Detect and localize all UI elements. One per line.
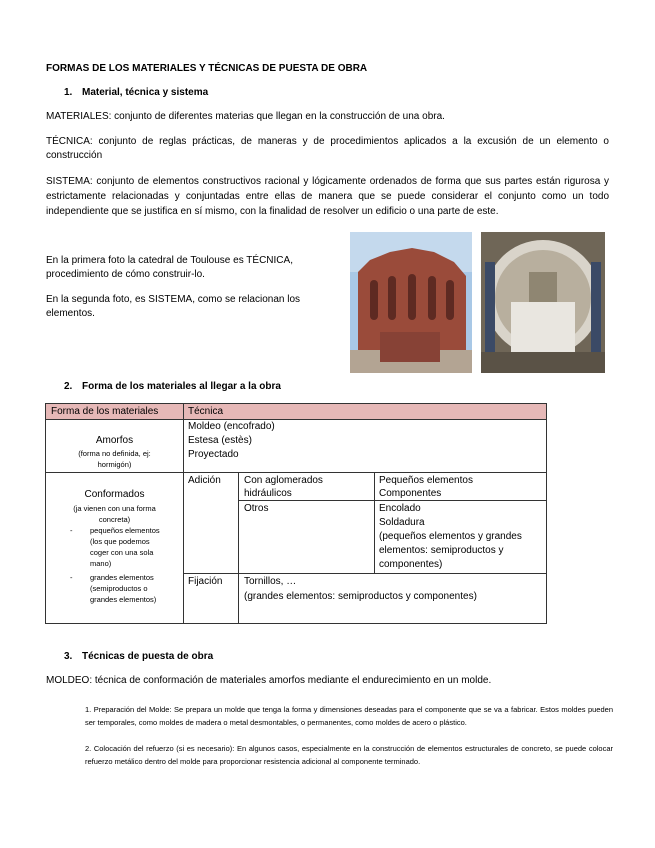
adicion-label: Adición bbox=[188, 475, 221, 486]
otros-res-line2: Soldadura bbox=[379, 517, 425, 528]
section-2-heading bbox=[64, 380, 281, 394]
fijacion-res-line2: (grandes elementos: semiproductos y componentes) bbox=[244, 591, 477, 602]
otros-res-line3: (pequeños elementos y grandes bbox=[379, 531, 522, 542]
bullet1-line1: pequeños elementos bbox=[90, 526, 160, 535]
conformados-label: Conformados bbox=[84, 489, 145, 500]
bullet1-line2: (los que podemos bbox=[90, 537, 150, 546]
section-1-number: 1. bbox=[64, 87, 73, 98]
section-3-title: Técnicas de puesta de obra bbox=[82, 651, 214, 662]
aglomerados-line1: Con aglomerados bbox=[244, 475, 323, 486]
row-divider bbox=[46, 472, 546, 473]
section-3-number: 3. bbox=[64, 651, 73, 662]
photo2-caption-line1: En la segunda foto, es SISTEMA, como se relacionan los bbox=[46, 294, 301, 305]
amorfos-tecnica-3: Proyectado bbox=[188, 449, 239, 460]
moldeo-definition: MOLDEO: técnica de conformación de materiales amorfos mediante el endurecimiento en un molde. bbox=[46, 675, 492, 686]
bullet2-line3: grandes elementos) bbox=[90, 595, 157, 604]
column-divider bbox=[374, 472, 375, 573]
materiales-definition: MATERIALES: conjunto de diferentes materias que llegan en la construcción de una obra. bbox=[46, 111, 445, 122]
photo2-caption-line2: elementos. bbox=[46, 308, 95, 319]
tecnica-definition: TÉCNICA: conjunto de reglas prácticas, de maneras y de procedimientos aplicados a la excusión de un elemento o construcción bbox=[46, 136, 609, 161]
step-2: 2. Colocación del refuerzo (si es necesario): En algunos casos, especialmente en la construcción de elementos estructurales de concreto, se puede colocar refuerzo metálico dentro del molde para proporcionar resistencia adicional al componente terminado. bbox=[85, 744, 613, 766]
fijacion-res-line1: Tornillos, … bbox=[244, 576, 297, 587]
amorfos-label: Amorfos bbox=[95, 435, 134, 446]
aglomerados-res-line1: Pequeños elementos bbox=[379, 475, 473, 486]
amorfos-note-2: hormigón) bbox=[97, 460, 132, 469]
bullet-dash: - bbox=[70, 526, 73, 535]
bullet1-line4: mano) bbox=[90, 559, 112, 568]
row-divider bbox=[183, 573, 546, 574]
bullet-dash: - bbox=[70, 573, 73, 582]
bullet2-line2: (semiproductos o bbox=[90, 584, 148, 593]
document-title: FORMAS DE LOS MATERIALES Y TÉCNICAS DE PUESTA DE OBRA bbox=[46, 63, 368, 74]
section-2-title: Forma de los materiales al llegar a la obra bbox=[82, 381, 281, 392]
sistema-definition: SISTEMA: conjunto de elementos constructivos racional y lógicamente ordenados de forma que sus partes están rigurosa y estrictamente relacionadas y conjuntadas entre ellas de manera que se puede considerar el conjunto como un todo independiente que se justifica en sí mismo, con la finalidad de resolver un edificio o una parte de este. bbox=[46, 176, 609, 217]
section-3-heading bbox=[64, 650, 213, 664]
otros-res-line5: componentes) bbox=[379, 559, 443, 570]
column-divider bbox=[238, 472, 239, 623]
amorfos-tecnica-2: Estesa (estès) bbox=[188, 435, 252, 446]
section-1-title: Material, técnica y sistema bbox=[82, 87, 209, 98]
amorfos-tecnica-1: Moldeo (encofrado) bbox=[188, 421, 275, 432]
conformados-note-1: (ja vienen con una forma bbox=[73, 504, 156, 513]
bullet2-line1: grandes elementos bbox=[90, 573, 154, 582]
section-1-heading bbox=[64, 86, 208, 100]
cathedral-photo bbox=[350, 232, 472, 373]
conformados-note-2: concreta) bbox=[98, 515, 131, 524]
otros-res-line4: elementos: semiproductos y bbox=[379, 545, 504, 556]
photo1-caption-line1: En la primera foto la catedral de Toulouse es TÉCNICA, bbox=[46, 255, 293, 266]
header-forma: Forma de los materiales bbox=[51, 406, 159, 417]
otros-res-line1: Encolado bbox=[379, 503, 421, 514]
aglomerados-res-line2: Componentes bbox=[379, 488, 442, 499]
bullet1-line3: coger con una sola bbox=[90, 548, 154, 557]
step-1: 1. Preparación del Molde: Se prepara un molde que tenga la forma y dimensiones deseadas para el componente que se va a fabricar. Estos moldes pueden ser temporales, como moldes de madera o metal desmontables, o permanentes, como moldes de acero o plástico. bbox=[85, 705, 613, 727]
materials-table bbox=[45, 403, 547, 624]
fijacion-label: Fijación bbox=[188, 576, 223, 587]
aglomerados-line2: hidráulicos bbox=[244, 488, 292, 499]
photo1-caption-line2: procedimiento de cómo construir-lo. bbox=[46, 269, 205, 280]
section-2-number: 2. bbox=[64, 381, 73, 392]
otros-label: Otros bbox=[244, 503, 269, 514]
header-tecnica: Técnica bbox=[188, 406, 224, 417]
aircraft-fuselage-photo bbox=[481, 232, 605, 373]
amorfos-note-1: (forma no definida, ej: bbox=[78, 449, 151, 458]
column-divider bbox=[183, 404, 184, 623]
row-divider bbox=[46, 419, 546, 420]
